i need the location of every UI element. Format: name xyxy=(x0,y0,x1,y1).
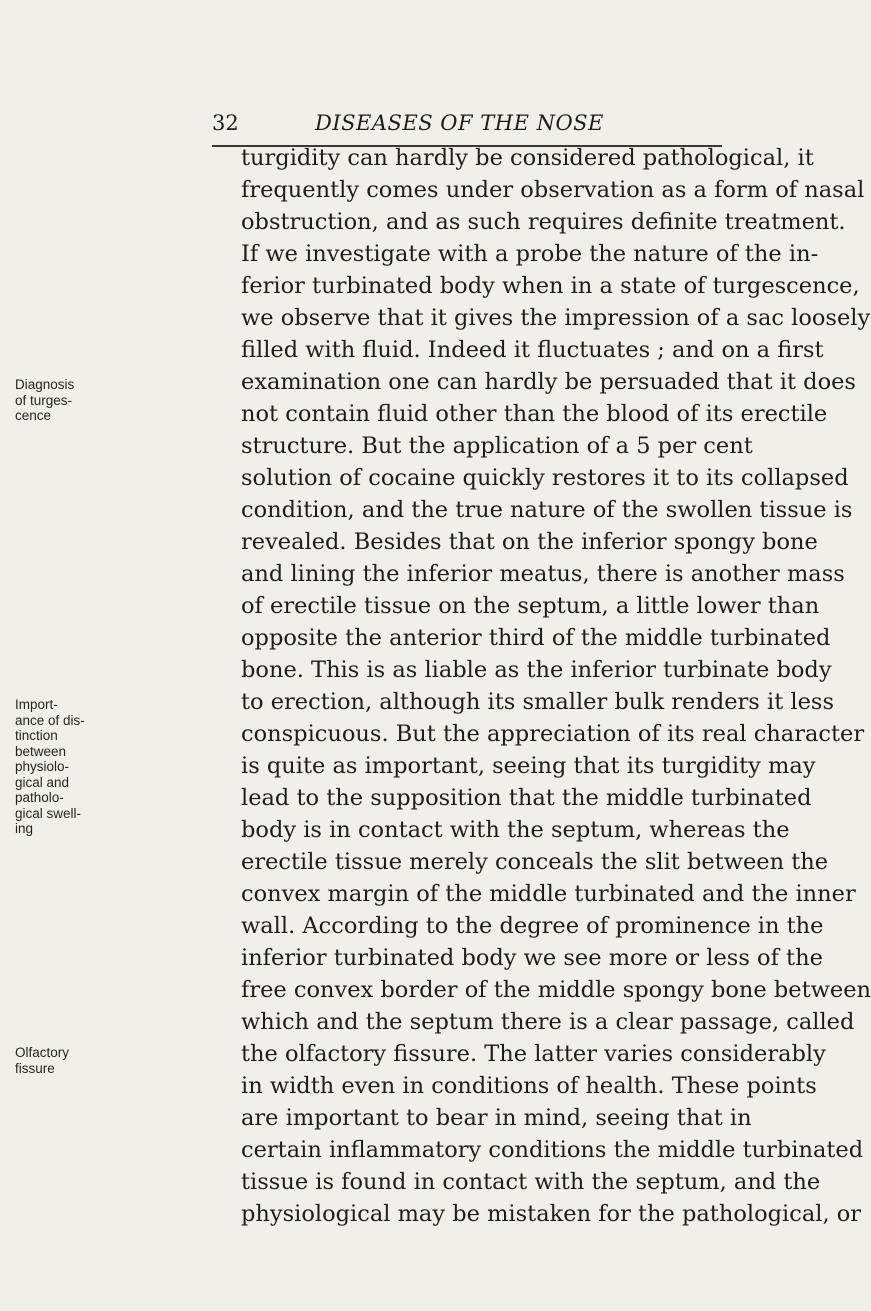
text-line: filled with fluid. Indeed it fluctuates ; and on a first xyxy=(241,337,824,363)
text-line: wall. According to the degree of prominence in the xyxy=(241,913,824,939)
body-text xyxy=(241,142,871,1230)
running-title: DISEASES OF THE NOSE xyxy=(315,111,604,135)
margin-note-line: tinction xyxy=(15,728,58,743)
text-line: inferior turbinated body we see more or less of the xyxy=(241,945,823,971)
text-line: free convex border of the middle spongy bone between xyxy=(241,977,871,1003)
margin-note-line: of turges- xyxy=(15,392,73,408)
margin-note-olfactory-fissure xyxy=(15,1045,95,1076)
text-line: are important to bear in mind, seeing that in xyxy=(241,1105,752,1131)
text-line: condition, and the true nature of the swollen tissue is xyxy=(241,497,853,523)
text-line: opposite the anterior third of the middle turbinated xyxy=(241,625,831,651)
text-line: erectile tissue merely conceals the slit between the xyxy=(241,849,829,875)
text-line: bone. This is as liable as the inferior turbinate body xyxy=(241,657,832,683)
text-line: conspicuous. But the appreciation of its real character xyxy=(241,721,865,747)
text-line: ferior turbinated body when in a state of turgescence, xyxy=(241,273,860,299)
margin-note-line: gical and xyxy=(15,774,70,790)
text-line: to erection, although its smaller bulk renders it less xyxy=(241,689,834,715)
margin-note-line: Olfactory xyxy=(15,1045,70,1060)
text-line: turgidity can hardly be considered pathological, it xyxy=(241,145,814,171)
text-line: tissue is found in contact with the septum, and the xyxy=(241,1169,821,1195)
text-line: structure. But the application of a 5 per cent xyxy=(241,433,753,459)
text-line: certain inflammatory conditions the middle turbinated xyxy=(241,1137,864,1163)
margin-note-line: fissure xyxy=(15,1060,55,1076)
text-line: the olfactory fissure. The latter varies considerably xyxy=(241,1041,826,1067)
text-line: and lining the inferior meatus, there is another mass xyxy=(241,561,845,587)
margin-note-diagnosis xyxy=(15,377,95,424)
text-line: examination one can hardly be persuaded that it does xyxy=(241,369,856,395)
text-line: obstruction, and as such requires definite treatment. xyxy=(241,209,846,235)
text-line: we observe that it gives the impression of a sac loosely xyxy=(241,305,871,331)
text-line: If we investigate with a probe the nature of the in- xyxy=(241,241,819,267)
page-number: 32 xyxy=(212,111,239,135)
margin-note-line: between xyxy=(15,743,67,759)
margin-note-line: ance of dis- xyxy=(15,712,85,728)
text-line: lead to the supposition that the middle turbinated xyxy=(241,785,812,811)
margin-note-line: gical swell- xyxy=(15,805,82,821)
margin-note-line: ing xyxy=(15,821,34,836)
text-line: is quite as important, seeing that its turgidity may xyxy=(241,753,816,779)
text-line: in width even in conditions of health. These points xyxy=(241,1073,817,1099)
text-line: physiological may be mistaken for the pathological, or xyxy=(241,1201,862,1227)
text-line: frequently comes under observation as a form of nasal xyxy=(241,177,865,203)
margin-note-line: physiolo- xyxy=(15,759,70,774)
text-line: of erectile tissue on the septum, a little lower than xyxy=(241,593,820,619)
text-line: not contain fluid other than the blood of its erectile xyxy=(241,401,828,427)
margin-note-line: patholo- xyxy=(15,790,64,805)
text-line: revealed. Besides that on the inferior spongy bone xyxy=(241,529,818,555)
text-line: body is in contact with the septum, whereas the xyxy=(241,817,790,843)
text-line: convex margin of the middle turbinated and the inner xyxy=(241,881,856,907)
text-line: solution of cocaine quickly restores it to its collapsed xyxy=(241,465,849,491)
text-line: which and the septum there is a clear passage, called xyxy=(241,1009,855,1035)
page-header xyxy=(212,109,722,137)
margin-note-line: Import- xyxy=(15,697,58,712)
margin-note-line: Diagnosis xyxy=(15,377,75,392)
margin-note-importance xyxy=(15,697,95,837)
margin-note-line: cence xyxy=(15,408,52,423)
